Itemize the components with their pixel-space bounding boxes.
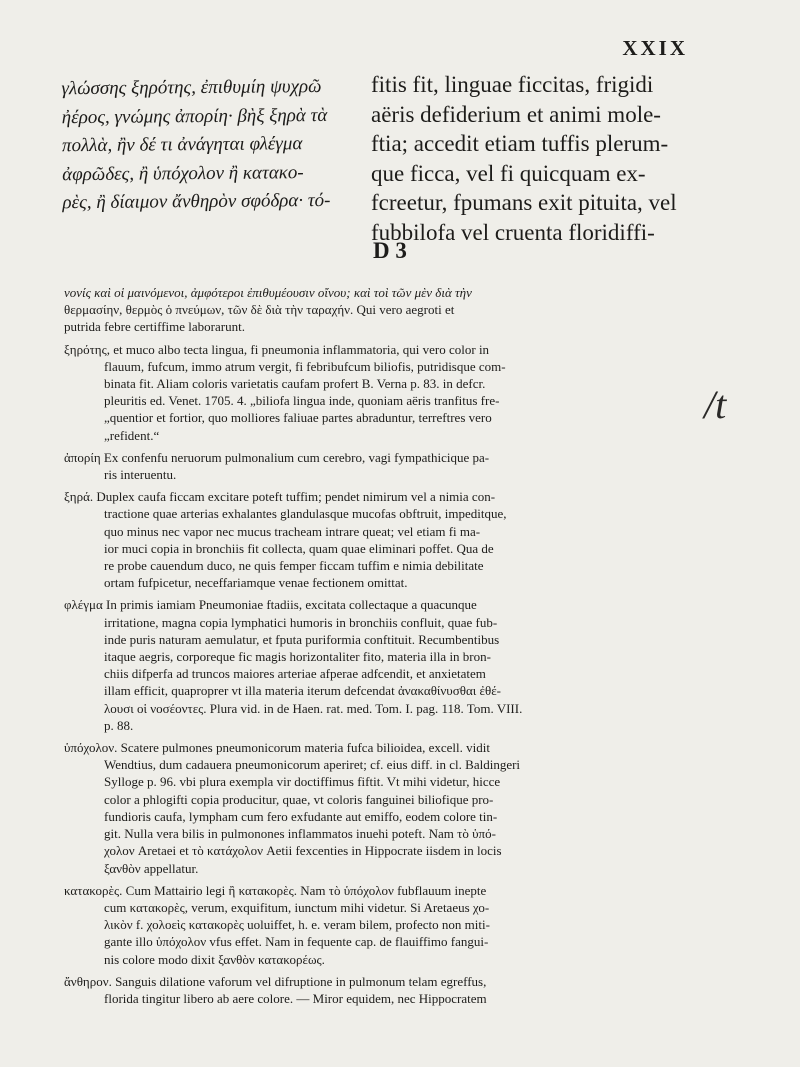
footnote-line: κατακορὲς. Cum Mattairio legi ἢ κατακορὲς. Nam τὸ ὑπόχολον fubflauum inepte (64, 882, 487, 898)
page-number: XXIX (622, 36, 688, 60)
latin-line: ftia; accedit etiam tuffis plerum- (371, 131, 669, 156)
footnote-line: tractione quae arterias exhalantes glandulasque mucofas obftruit, impeditque, (104, 506, 507, 522)
footnote-line: illam efficit, quaproprer vt illa materia iterum defcendat ἀνακαθίνυσθαι ἐθέ- (104, 683, 501, 699)
footnote-line: cum κατακορὲς, verum, exquifitum, iunctum mihi videtur. Si Aretaeus χο- (104, 899, 490, 915)
footnote-line: p. 88. (104, 717, 134, 733)
greek-line: πολλὰ, ἢν δέ τι ἀνάγηται φλέγμα (61, 133, 303, 157)
latin-line: que ficca, vel fi quicquam ex- (371, 160, 646, 186)
footnote-line: itaque aegris, corporeque fic magis horizontaliter fito, materia illa in bron- (104, 649, 491, 665)
footnote-line: flauum, fufcum, immo atrum vergit, fi febribufcum biliofis, putridisque com- (104, 358, 506, 374)
footnote-line: quo minus nec vapor nec mucus tracheam intrare queat; vel etiam fi ma- (104, 523, 481, 539)
latin-line: fubbilofa vel cruenta floridiffi- (371, 219, 655, 245)
footnote-line: gante illo ὑπόχολον vfus effet. Nam in fequente cap. de flauiffimo fangui- (104, 934, 489, 950)
footnote-line: ξηρότης, et muco albo tecta lingua, fi pneumonia inflammatoria, qui vero color in (64, 341, 490, 357)
footnote-line: fundioris caufa, lympham cum fero exfudante aut emiffo, eodem colore tin- (104, 808, 498, 824)
footnote (64, 973, 684, 1007)
latin-line: fcreetur, fpumans exit pituita, vel (371, 190, 677, 215)
latin-line: aëris defiderium et animi mole- (371, 101, 661, 127)
footnote-line: ortam fufpicetur, neceffariamque venae fectionem omittat. (104, 575, 408, 591)
footnote-line: ior muci copia in bronchiis fit collecta, quam quae eliminari poffet. Qua de (104, 540, 494, 556)
footnote-line: pleuritis ed. Venet. 1705. 4. „biliofa lingua inde, quoniam aëris tranfitus fre- (104, 393, 500, 409)
footnote-line: nis colore modo dixit ξανθὸν κατακορέως. (104, 951, 325, 967)
footnote-line: ὑπόχολον. Scatere pulmones pneumonicorum materia fufca bilioidea, excell. vidit (64, 740, 490, 756)
footnote-line: putrida febre certiffime laborarunt. (64, 319, 245, 335)
footnote-line: ἀπορίη Ex confenfu neruorum pulmonalium cum cerebro, vagi fympathicique pa- (64, 449, 490, 465)
greek-line: ἀφρῶδες, ἢ ὑπόχολον ἢ κατακο- (62, 161, 304, 186)
footnote (64, 739, 684, 877)
greek-line: γλώσσης ξηρότης, ἐπιθυμίη ψυχρῶ (61, 75, 322, 100)
handwritten-margin-mark: /t (704, 382, 727, 427)
footnote (64, 284, 684, 336)
footnote-line: ris interuentu. (104, 467, 177, 483)
footnote-line: irritatione, magna copia lymphatici humoris in bronchiis confluit, quae fub- (104, 614, 498, 630)
footnote (64, 596, 684, 734)
footnote-line: λουσι οἱ νοσέοντες. Plura vid. in de Haen. rat. med. Tom. I. pag. 118. Tom. VIII. (104, 700, 523, 716)
footnote-line: Sylloge p. 96. vbi plura exempla vir doctiffimus fiftit. Vt mihi videtur, hicce (104, 774, 501, 790)
signature-mark: D 3 (373, 238, 407, 263)
footnote-line: „refident.“ (104, 427, 160, 443)
footnote-line: binata fit. Aliam coloris varietatis caufam profert B. Verna p. 83. in defcr. (104, 376, 486, 392)
footnote (64, 882, 684, 968)
footnote (64, 341, 684, 444)
footnote-line: chiis difperfa ad truncos maiores arteriae afperae adfcendit, et anxietatem (104, 666, 486, 682)
footnote-line: ξηρά. Duplex caufa ficcam excitare poteft tuffim; pendet nimirum vel a nimia con- (64, 489, 496, 505)
footnotes (64, 284, 684, 1012)
footnote-line: git. Nulla vera bilis in pulmonones inflammatos inuehi poteft. Nam τὸ ὑπό- (104, 826, 496, 842)
greek-column (61, 73, 352, 218)
greek-line: ρὲς, ἢ δίαιμον ἄνθηρὸν σφόδρα· τό- (62, 190, 331, 214)
footnote-line: λικὸν f. χολοεὶς κατακορὲς uoluiffet, h. e. veram bilem, profecto non miti- (104, 917, 490, 933)
footnote-line: inde puris naturam aemulatur, et fputa puriformia conftituit. Recumbentibus (104, 631, 500, 647)
footnote-line: ἄνθηρον. Sanguis dilatione vaforum vel difruptione in pulmonum telam egreffus, (64, 973, 487, 989)
footnote-line: νονίς καὶ οἱ μαινόμενοι, ἀμφότεροι ἐπιθυμέουσιν οἴνου; καὶ τοὶ τῶν μὲν διὰ τὴν (64, 285, 472, 300)
footnote (64, 449, 684, 483)
footnote-line: florida tingitur libero ab aere colore. — Miror equidem, nec Hippocratem (104, 990, 487, 1006)
footnote-line: color a phlogifti copia producitur, quae, vt coloris fanguinei biliofique pro- (104, 791, 494, 807)
latin-line: fitis fit, linguae ficcitas, frigidi (371, 72, 654, 97)
footnote-line: θερμασίην, θερμὸς ὁ πνεύμων, τῶν δὲ διὰ τὴν ταραχήν. Qui vero aegroti et (64, 302, 455, 318)
latin-column (371, 70, 691, 247)
footnote-line: „quentior et fortior, quo molliores faliuae partes abraduntur, terreftres vero (104, 410, 492, 426)
footnote-line: re probe cauendum duco, ne quis femper ficcam tuffim e nimia debilitate (104, 558, 484, 574)
footnote-line: ξανθὸν appellatur. (104, 860, 199, 876)
footnote-line: χολον Aretaei et τὸ κατάχολον Aetii fexcenties in Hippocrate iisdem in locis (104, 843, 502, 859)
footnote-line: φλέγμα In primis iamiam Pneumoniae ftadiis, excitata collectaque a quacunque (64, 597, 477, 613)
greek-line: ἠέρος, γνώμης ἀπορίη· βὴξ ξηρὰ τὰ (61, 104, 328, 128)
footnote (64, 488, 684, 591)
footnote-line: Wendtius, dum cadauera pneumonicorum aperiret; cf. eius diff. in cl. Baldingeri (104, 757, 521, 773)
